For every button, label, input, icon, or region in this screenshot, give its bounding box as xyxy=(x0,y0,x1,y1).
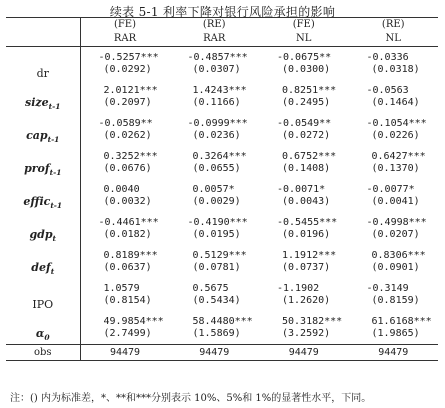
coef-cell: 0.5675 xyxy=(192,283,229,294)
se-cell: (0.0737) xyxy=(282,262,331,273)
obs-cell: 94479 xyxy=(349,345,439,361)
se-cell: (0.0029) xyxy=(192,196,241,207)
coef-cell: -0.5455*** xyxy=(277,217,338,228)
coef-cell: 0.0057* xyxy=(192,184,235,195)
col-method: (FE) xyxy=(259,18,349,33)
coef-cell: 0.6427*** xyxy=(371,151,426,162)
coef-row xyxy=(6,80,438,97)
coef-cell: -0.1054*** xyxy=(366,118,427,129)
se-cell: (0.0043) xyxy=(282,196,331,207)
col-dependent: RAR xyxy=(80,32,170,47)
coef-row xyxy=(6,245,438,262)
header-row-dependent xyxy=(6,32,438,47)
coef-cell: 50.3182*** xyxy=(282,316,343,327)
se-cell: (0.0195) xyxy=(192,229,241,240)
obs-cell: 94479 xyxy=(170,345,260,361)
coef-cell: -0.0563 xyxy=(366,85,409,96)
variable-label: IPO xyxy=(6,278,80,311)
se-cell: (3.2592) xyxy=(282,328,331,339)
coef-row xyxy=(6,113,438,130)
se-cell: (0.5434) xyxy=(192,295,241,306)
coef-cell: -0.0071* xyxy=(277,184,326,195)
se-cell: (0.0262) xyxy=(103,130,152,141)
variable-label: effic$_{t-1}$ xyxy=(6,179,80,212)
se-cell: (2.7499) xyxy=(103,328,152,339)
coef-cell: 0.5129*** xyxy=(192,250,247,261)
coef-cell: -0.4998*** xyxy=(366,217,427,228)
se-cell: (0.0041) xyxy=(371,196,420,207)
coef-cell: 0.0040 xyxy=(103,184,140,195)
col-method: (FE) xyxy=(80,18,170,33)
coef-cell: 0.8306*** xyxy=(371,250,426,261)
coef-cell: -0.0077* xyxy=(366,184,415,195)
coef-cell: -0.3149 xyxy=(366,283,409,294)
se-cell: (0.0236) xyxy=(192,130,241,141)
se-cell: (0.0655) xyxy=(192,163,241,174)
obs-label: obs xyxy=(6,345,80,361)
se-cell: (0.0318) xyxy=(371,64,420,75)
col-dependent: NL xyxy=(349,32,439,47)
coef-cell: 0.6752*** xyxy=(282,151,337,162)
se-cell: (0.0901) xyxy=(371,262,420,273)
coef-cell: -0.0336 xyxy=(366,52,409,63)
variable-label: $\alpha_0$ xyxy=(6,311,80,345)
coef-row xyxy=(6,47,438,65)
coef-cell: -0.0675** xyxy=(277,52,332,63)
coef-cell: 58.4480*** xyxy=(192,316,253,327)
col-method: (RE) xyxy=(170,18,260,33)
se-cell: (0.2097) xyxy=(103,97,152,108)
se-cell: (0.1464) xyxy=(371,97,420,108)
se-cell: (0.0182) xyxy=(103,229,152,240)
coef-row xyxy=(6,278,438,295)
coef-cell: 1.0579 xyxy=(103,283,140,294)
coef-cell: 1.4243*** xyxy=(192,85,247,96)
se-cell: (0.0292) xyxy=(103,64,152,75)
table-body xyxy=(6,47,438,361)
se-cell: (1.2620) xyxy=(282,295,331,306)
table-title: 续表 5-1 利率下降对银行风险承担的影响 xyxy=(109,5,336,19)
header-row-method xyxy=(6,18,438,33)
se-cell: (0.0637) xyxy=(103,262,152,273)
coef-cell: 2.0121*** xyxy=(103,85,158,96)
col-dependent: RAR xyxy=(170,32,260,47)
variable-label: def$_t$ xyxy=(6,245,80,278)
coef-cell: -0.4190*** xyxy=(187,217,248,228)
se-cell: (0.0781) xyxy=(192,262,241,273)
coef-cell: -0.4461*** xyxy=(98,217,159,228)
se-cell: (0.8159) xyxy=(371,295,420,306)
se-cell: (0.0272) xyxy=(282,130,331,141)
se-cell: (0.8154) xyxy=(103,295,152,306)
se-cell: (0.1370) xyxy=(371,163,420,174)
se-cell: (0.1408) xyxy=(282,163,331,174)
coef-cell: 0.3252*** xyxy=(103,151,158,162)
variable-label: dr xyxy=(6,47,80,81)
coef-row xyxy=(6,146,438,163)
obs-row xyxy=(6,345,438,361)
se-cell: (0.0207) xyxy=(371,229,420,240)
variable-label: cap$_{t-1}$ xyxy=(6,113,80,146)
se-cell: (0.0307) xyxy=(192,64,241,75)
se-cell: (0.0032) xyxy=(103,196,152,207)
coef-cell: -1.1902 xyxy=(277,283,320,294)
regression-table xyxy=(6,17,438,361)
coef-cell: 0.8189*** xyxy=(103,250,158,261)
coef-row xyxy=(6,311,438,328)
coef-cell: -0.5257*** xyxy=(98,52,159,63)
se-cell: (1.5869) xyxy=(192,328,241,339)
corner-cell xyxy=(6,18,80,33)
coef-row xyxy=(6,212,438,229)
obs-cell: 94479 xyxy=(259,345,349,361)
coef-cell: 0.3264*** xyxy=(192,151,247,162)
coef-cell: 1.1912*** xyxy=(282,250,337,261)
variable-label: prof$_{t-1}$ xyxy=(6,146,80,179)
coef-cell: -0.4857*** xyxy=(187,52,248,63)
coef-cell: 49.9854*** xyxy=(103,316,164,327)
col-method: (RE) xyxy=(349,18,439,33)
coef-cell: -0.0589** xyxy=(98,118,153,129)
se-cell: (1.9865) xyxy=(371,328,420,339)
se-cell: (0.0300) xyxy=(282,64,331,75)
se-cell: (0.0676) xyxy=(103,163,152,174)
variable-label: size$_{t-1}$ xyxy=(6,80,80,113)
table-note: 注：() 内为标准差，*、**和***分别表示 10%、5%和 1%的显著性水平，下同。 xyxy=(10,393,372,404)
col-dependent: NL xyxy=(259,32,349,47)
coef-cell: 0.8251*** xyxy=(282,85,337,96)
coef-cell: -0.0999*** xyxy=(187,118,248,129)
se-cell: (0.0196) xyxy=(282,229,331,240)
se-cell: (0.1166) xyxy=(192,97,241,108)
coef-row xyxy=(6,179,438,196)
se-cell: (0.0226) xyxy=(371,130,420,141)
corner-cell xyxy=(6,32,80,47)
coef-cell: -0.0549** xyxy=(277,118,332,129)
coef-cell: 61.6168*** xyxy=(371,316,432,327)
obs-cell: 94479 xyxy=(80,345,170,361)
variable-label: gdp$_t$ xyxy=(6,212,80,245)
se-cell: (0.2495) xyxy=(282,97,331,108)
